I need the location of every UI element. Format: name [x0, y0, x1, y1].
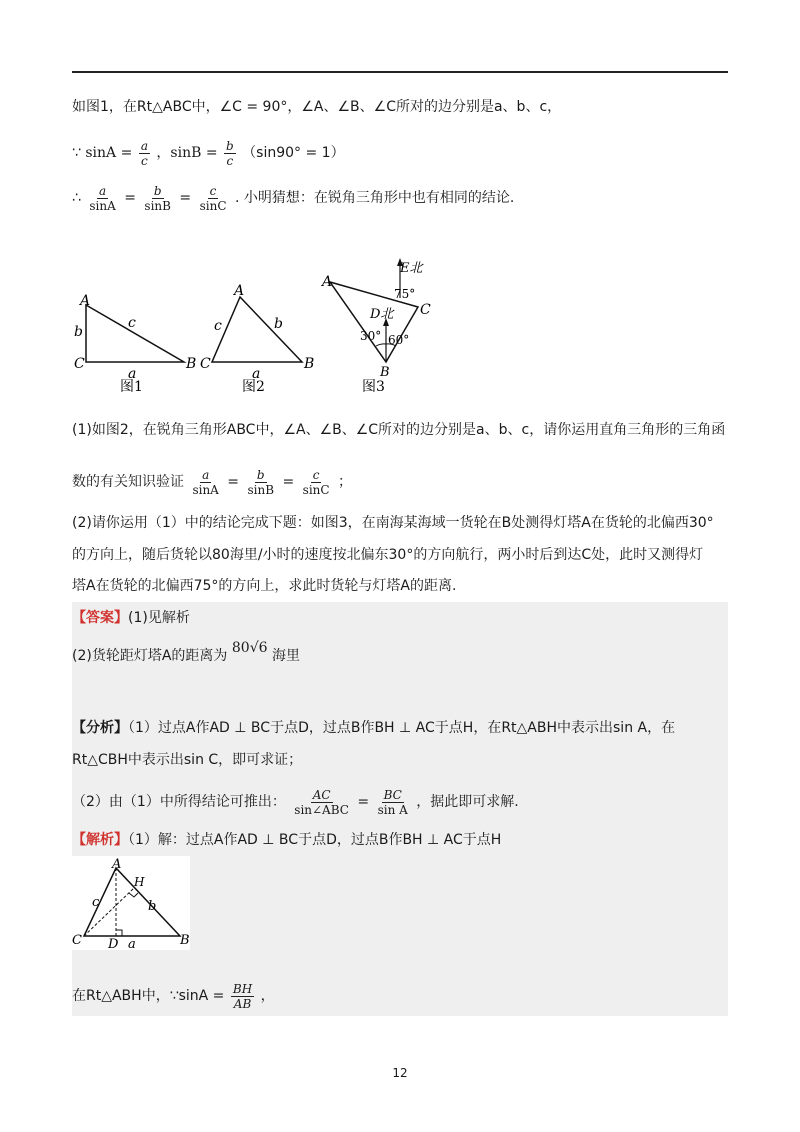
q2-line-2: 的方向上，随后货轮以80海里/小时的速度按北偏东30°的方向航行，两小时后到达C处，此时又测得灯	[72, 547, 704, 563]
fig3-caption: 图3	[362, 379, 385, 395]
sol-label-H: H	[134, 875, 145, 889]
solution-line-2: 在Rt△ABH中，∵sinA = $\frac{BH}{AB}$ ，	[72, 981, 275, 1011]
fig2-label-C: C	[200, 356, 211, 372]
fig1-side-c: c	[128, 315, 136, 331]
fig1-side-a: a	[128, 366, 137, 382]
analysis-fraction-2: $\frac{BC}{\text{sin A}}$	[377, 787, 408, 817]
fig3-label-E-north: E北	[400, 261, 423, 276]
analysis-fraction-1: $\frac{AC}{\text{sin∠ABC}}$	[294, 787, 349, 817]
sol-label-D: D	[108, 937, 119, 950]
fig2-caption: 图2	[242, 379, 265, 395]
xiaoming-guess: . 小明猜想：在锐角三角形中也有相同的结论.	[234, 190, 515, 206]
intro-line-1: 如图1，在Rt△ABC中，∠C = 90°，∠A、∠B、∠C所对的边分别是a、b、c，	[72, 99, 562, 115]
analysis-line-1: 【分析】（1）过点A作AD ⊥ BC于点D，过点B作BH ⊥ AC于点H，在Rt△ABH中表示出sin A，在	[72, 720, 676, 736]
solution-figure	[72, 856, 190, 950]
sol-label-C: C	[72, 933, 82, 948]
intro-line-3: ∴ $\frac{a}{\sin A}$ = $\frac{b}{\sin B}$ = $\frac{c}{\sin C}$ . 小明猜想：在锐角三角形中也有相同的结论.	[72, 183, 515, 213]
fig1-side-b: b	[74, 324, 83, 340]
answer-tag: 【答案】	[72, 610, 128, 626]
therefore-symbol: ∴	[72, 190, 81, 206]
ratio-a-fraction: $\frac{a}{\sin A}$	[89, 183, 116, 213]
fig1-label-A: A	[80, 293, 91, 309]
intro-line-2	[72, 136, 345, 170]
sol-side-c: c	[92, 895, 100, 910]
q1-ratio-c: $\frac{c}{\sin C}$	[302, 467, 330, 497]
fig3-angle-30: 30°	[360, 329, 382, 343]
fig2-label-B: B	[304, 356, 315, 372]
fig3-label-C: C	[420, 302, 431, 318]
answer-line-1: 【答案】(1)见解析	[72, 610, 190, 626]
analysis-line-2: Rt△CBH中表示出sin C，即可求证；	[72, 752, 303, 768]
because-symbol: ∵	[72, 145, 81, 161]
fig1-label-C: C	[74, 356, 85, 372]
sol-side-a: a	[128, 937, 136, 950]
q2-line-3: 塔A在货轮的北偏西75°的方向上，求此时货轮与灯塔A的距离.	[72, 578, 457, 594]
fig2-side-b: b	[274, 316, 283, 332]
sinB-fraction: $\frac{b}{c}$	[226, 138, 234, 168]
sinA-fraction: $\frac{a}{c}$	[140, 138, 148, 168]
q1-line-2: 数的有关知识验证 $\frac{a}{\sin A}$ = $\frac{b}{\sin B}$ = $\frac{c}{\sin C}$ ；	[72, 467, 353, 497]
solution-line-1: 【解析】（1）解：过点A作AD ⊥ BC于点D，过点B作BH ⊥ AC于点H	[72, 832, 502, 848]
fig3-label-B: B	[380, 365, 390, 380]
fig3-label-A: A	[322, 274, 333, 290]
solution-tag: 【解析】	[72, 832, 128, 848]
sol-label-A: A	[112, 857, 122, 872]
sinA-label: sinA =	[85, 145, 133, 161]
q1-line-1: (1)如图2，在锐角三角形ABC中，∠A、∠B、∠C所对的边分别是a、b、c，请你运用直角三角形的三角函	[72, 422, 726, 438]
q1-ratio-b: $\frac{b}{\sin B}$	[247, 467, 275, 497]
fig1-caption: 图1	[120, 379, 143, 395]
figure-3	[320, 258, 431, 395]
answer-line-2: (2)货轮距灯塔A的距离为 80√6 海里	[72, 640, 300, 664]
q2-line-1: (2)请你运用（1）中的结论完成下题：如图3，在南海某海域一货轮在B处测得灯塔A在货轮的北偏西30°	[72, 515, 714, 531]
sol-label-B: B	[180, 933, 190, 948]
q1-ratio-a: $\frac{a}{\sin A}$	[192, 467, 219, 497]
ratio-c-fraction: $\frac{c}{\sin C}$	[199, 183, 227, 213]
figure-2	[200, 283, 314, 395]
sinB-label: ，sinB =	[156, 145, 218, 161]
fig3-angle-75: 75°	[394, 287, 416, 301]
sol-side-b: b	[148, 899, 157, 914]
fig2-side-a: a	[252, 366, 261, 382]
fig1-label-B: B	[186, 356, 197, 372]
header-rule	[72, 71, 728, 73]
fig2-side-c: c	[214, 318, 222, 334]
analysis-tag: 【分析】	[72, 720, 128, 736]
page-number: 12	[392, 1066, 408, 1080]
solution-fraction: $\frac{BH}{AB}$	[232, 981, 253, 1011]
fig3-label-D-north: D北	[370, 307, 394, 322]
figure-1	[74, 293, 196, 395]
ratio-b-fraction: $\frac{b}{\sin B}$	[144, 183, 171, 213]
answer-value: 80√6	[231, 640, 268, 656]
sin90-note: （sin90° = 1）	[242, 145, 345, 161]
figures-1-2-3	[60, 250, 460, 395]
fig3-angle-60: 60°	[388, 333, 410, 347]
fig2-label-A: A	[234, 283, 245, 299]
analysis-line-3: （2）由（1）中所得结论可推出： $\frac{AC}{\text{sin∠ABC}}$ = $\frac{BC}{\text{sin A}}$ ，据此即可求解.	[72, 787, 519, 817]
